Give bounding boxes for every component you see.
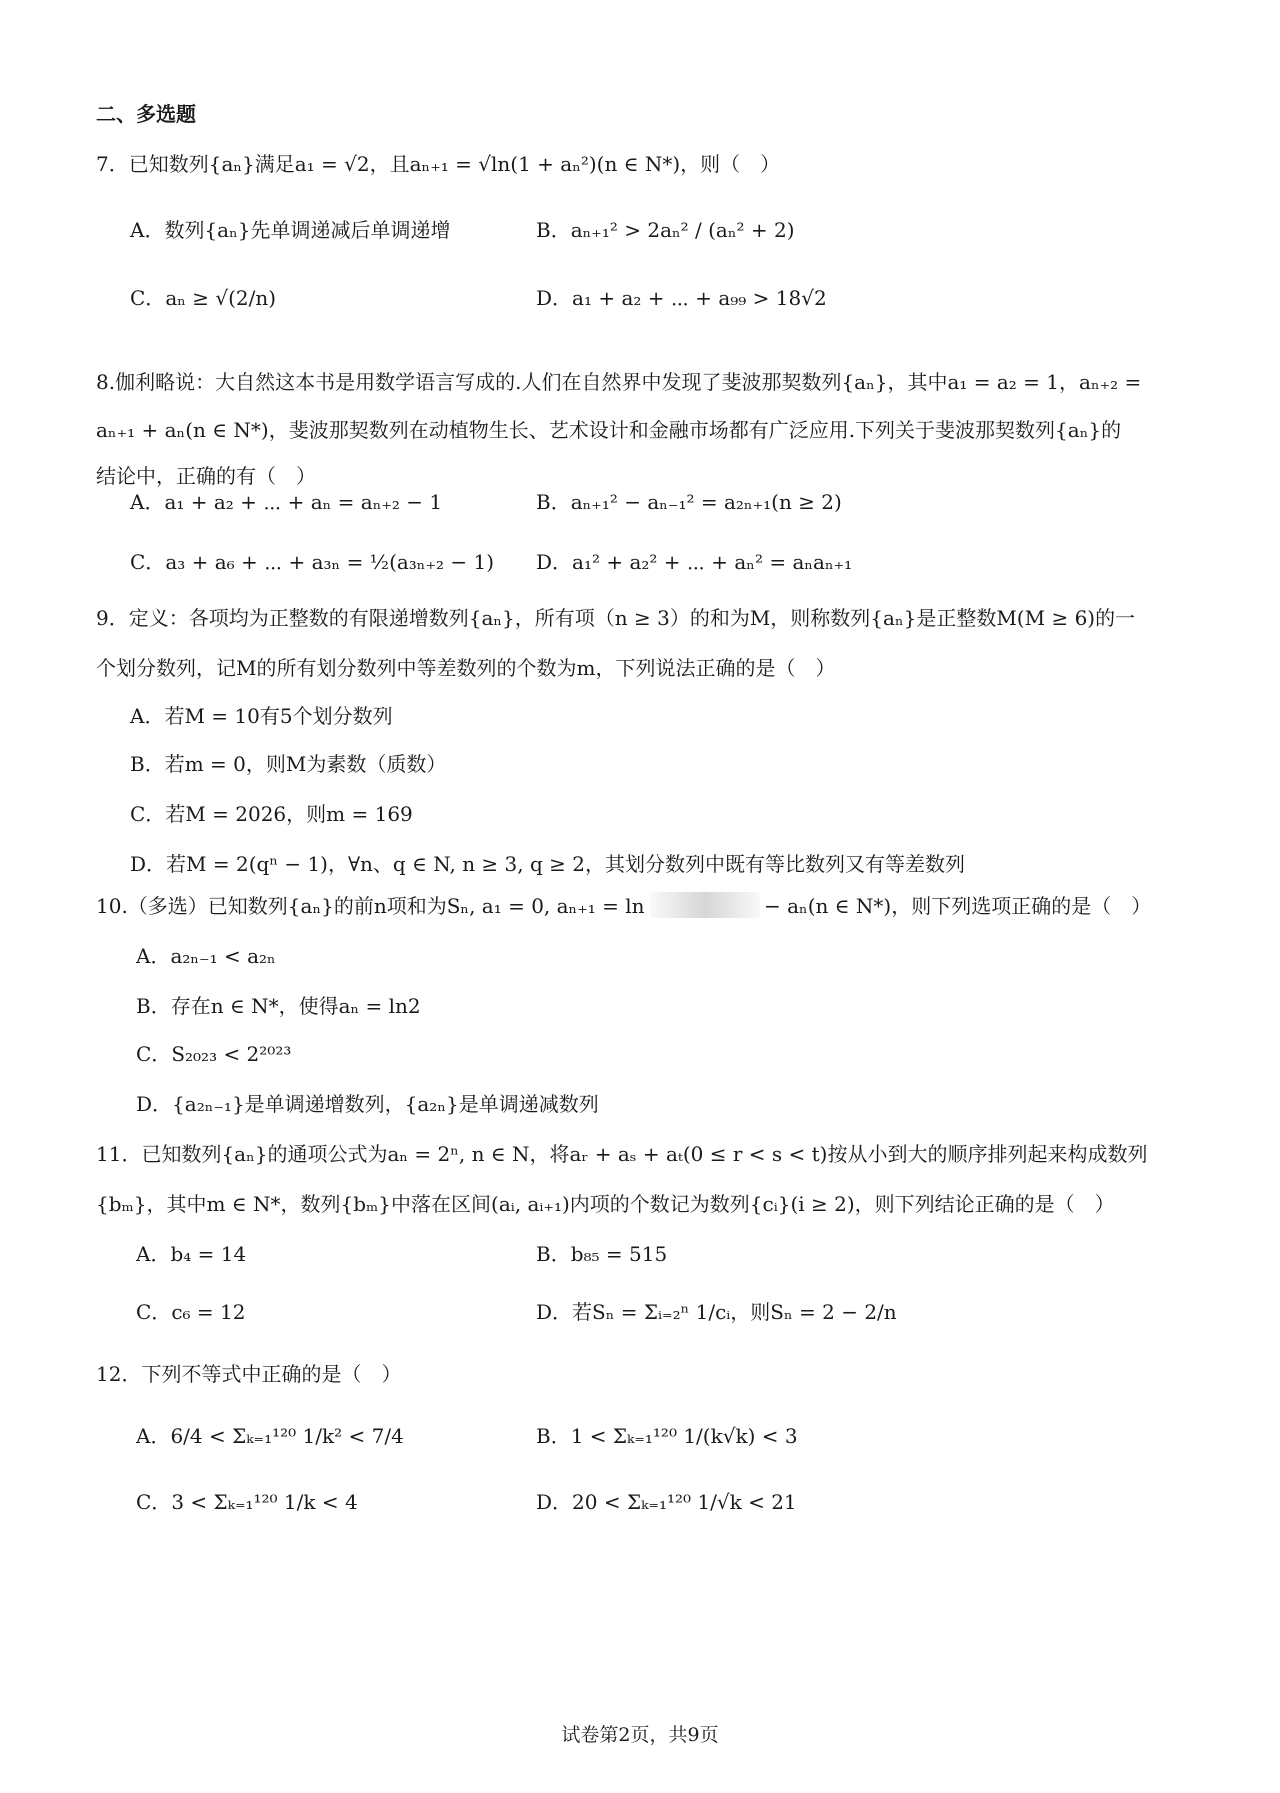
q8-option-b-label: B．	[536, 490, 571, 514]
q11-option-b-label: B．	[536, 1242, 571, 1266]
q11-option-c-text: c₆ = 12	[171, 1300, 246, 1324]
q7-option-b-label: B．	[536, 218, 571, 242]
q9-option-a-label: A．	[130, 704, 165, 728]
q8-option-d	[536, 548, 852, 576]
q9-option-b-label: B．	[130, 752, 165, 776]
q8-option-a-label: A．	[130, 490, 165, 514]
q7-option-a-label: A．	[130, 218, 165, 242]
q12-option-c-label: C．	[136, 1490, 172, 1514]
q7-option-b	[536, 216, 795, 244]
q12-option-d	[536, 1488, 797, 1516]
q11-option-a	[136, 1240, 246, 1268]
q7-option-a	[130, 216, 450, 244]
q10-option-c-text: S₂₀₂₃ < 2²⁰²³	[171, 1042, 292, 1066]
q8-option-a-text: a₁ + a₂ + ⋯ + aₙ = aₙ₊₂ − 1	[164, 490, 443, 514]
q9-option-c-text: 若M = 2026，则m = 169	[165, 802, 413, 826]
q7-option-d	[536, 284, 827, 312]
q12-option-a	[136, 1422, 404, 1450]
q10-option-d-label: D．	[136, 1092, 173, 1116]
q10-option-a	[136, 942, 276, 970]
q8-option-b-text: aₙ₊₁² − aₙ₋₁² = a₂ₙ₊₁(n ≥ 2)	[570, 490, 842, 514]
q10-option-b-label: B．	[136, 994, 171, 1018]
q10-option-b-text: 存在n ∈ N*，使得aₙ = ln2	[170, 994, 421, 1018]
q12-option-a-label: A．	[136, 1424, 171, 1448]
q10-option-a-text: a₂ₙ₋₁ < a₂ₙ	[170, 944, 276, 968]
q8-option-c-label: C．	[130, 550, 166, 574]
q7-option-a-text: 数列{aₙ}先单调递减后单调递增	[164, 218, 451, 242]
q8-option-c-text: a₃ + a₆ + ⋯ + a₃ₙ = ½(a₃ₙ₊₂ − 1)	[165, 550, 495, 574]
q9-option-a	[130, 702, 393, 730]
q9-option-b-text: 若m = 0，则M为素数（质数）	[164, 752, 447, 776]
q12-option-c	[136, 1488, 358, 1516]
page-footer: 试卷第2页，共9页	[561, 1724, 719, 1746]
q10-option-c	[136, 1040, 291, 1068]
q12-stem-line-1: 12．下列不等式中正确的是（ ）	[96, 1362, 402, 1386]
scan-smudge	[650, 892, 760, 918]
q10-stem-left: 10.（多选）已知数列{aₙ}的前n项和为Sₙ, a₁ = 0, aₙ₊₁ = ln	[96, 894, 645, 918]
q8-stem-line-2: aₙ₊₁ + aₙ(n ∈ N*)，斐波那契数列在动植物生长、艺术设计和金融市场都有广泛应用.下列关于斐波那契数列{aₙ}的	[96, 418, 1122, 442]
q12-option-d-label: D．	[536, 1490, 573, 1514]
q9-stem-line-1: 9．定义：各项均为正整数的有限递增数列{aₙ}，所有项（n ≥ 3）的和为M，则称数列{aₙ}是正整数M(M ≥ 6)的一	[96, 606, 1136, 630]
q9-option-b	[130, 750, 446, 778]
q9-option-d-label: D．	[130, 852, 167, 876]
q11-option-a-text: b₄ = 14	[170, 1242, 247, 1266]
q12-option-b-text: 1 < Σₖ₌₁¹²⁰ 1/(k√k) < 3	[570, 1424, 798, 1448]
q7-option-c	[130, 284, 276, 312]
q11-option-a-label: A．	[136, 1242, 171, 1266]
q10-option-d	[136, 1090, 599, 1118]
q9-option-c-label: C．	[130, 802, 166, 826]
q10-stem-right: − aₙ(n ∈ N*)，则下列选项正确的是（ ）	[764, 894, 1152, 918]
q11-option-b	[536, 1240, 667, 1268]
q9-option-a-text: 若M = 10有5个划分数列	[164, 704, 393, 728]
q11-option-b-text: b₈₅ = 515	[570, 1242, 668, 1266]
q11-stem-line-2: {bₘ}，其中m ∈ N*，数列{bₘ}中落在区间(aᵢ, aᵢ₊₁)内项的个数记为数列{cᵢ}(i ≥ 2)，则下列结论正确的是（ ）	[96, 1192, 1115, 1216]
q12-option-c-text: 3 < Σₖ₌₁¹²⁰ 1/k < 4	[171, 1490, 358, 1514]
q11-option-c	[136, 1298, 245, 1326]
q12-option-a-text: 6/4 < Σₖ₌₁¹²⁰ 1/k² < 7/4	[170, 1424, 404, 1448]
q7-stem-line-1: 7．已知数列{aₙ}满足a₁ = √2，且aₙ₊₁ = √ln(1 + aₙ²)(n ∈ N*)，则（ ）	[96, 152, 781, 176]
q9-option-c	[130, 800, 413, 828]
q8-option-d-text: a₁² + a₂² + ⋯ + aₙ² = aₙaₙ₊₁	[572, 550, 853, 574]
q10-option-b	[136, 992, 421, 1020]
q9-option-d-text: 若M = 2(qⁿ − 1)，∀n、q ∈ N, n ≥ 3, q ≥ 2，其划分数列中既有等比数列又有等差数列	[166, 852, 965, 876]
q7-option-c-text: aₙ ≥ √(2/n)	[165, 286, 277, 310]
q8-stem-line-3: 结论中，正确的有（ ）	[96, 464, 316, 488]
q11-option-c-label: C．	[136, 1300, 172, 1324]
q10-option-a-label: A．	[136, 944, 171, 968]
q8-option-b	[536, 488, 842, 516]
q12-option-b-label: B．	[536, 1424, 571, 1448]
q11-option-d-text: 若Sₙ = Σᵢ₌₂ⁿ 1/cᵢ，则Sₙ = 2 − 2/n	[572, 1300, 897, 1324]
q7-option-d-text: a₁ + a₂ + ⋯ + a₉₉ > 18√2	[572, 286, 827, 310]
q7-option-b-text: aₙ₊₁² > 2aₙ² / (aₙ² + 2)	[570, 218, 795, 242]
q8-option-d-label: D．	[536, 550, 573, 574]
q10-option-d-text: {a₂ₙ₋₁}是单调递增数列，{a₂ₙ}是单调递减数列	[172, 1092, 599, 1116]
q11-option-d	[536, 1298, 897, 1326]
q12-option-b	[536, 1422, 798, 1450]
q7-option-c-label: C．	[130, 286, 166, 310]
q12-option-d-text: 20 < Σₖ₌₁¹²⁰ 1/√k < 21	[572, 1490, 797, 1514]
section-title: 二、多选题	[96, 102, 196, 126]
q11-option-d-label: D．	[536, 1300, 573, 1324]
q9-option-d	[130, 850, 965, 878]
q9-stem-line-2: 个划分数列，记M的所有划分数列中等差数列的个数为m，下列说法正确的是（ ）	[96, 656, 836, 680]
q11-stem-line-1: 11．已知数列{aₙ}的通项公式为aₙ = 2ⁿ, n ∈ N，将aᵣ + aₛ + aₜ(0 ≤ r < s < t)按从小到大的顺序排列起来构成数列	[96, 1142, 1148, 1166]
q8-option-c	[130, 548, 494, 576]
q7-option-d-label: D．	[536, 286, 573, 310]
q10-option-c-label: C．	[136, 1042, 172, 1066]
q8-stem-line-1: 8.伽利略说：大自然这本书是用数学语言写成的.人们在自然界中发现了斐波那契数列{aₙ}，其中a₁ = a₂ = 1，aₙ₊₂ =	[96, 370, 1142, 394]
q8-option-a	[130, 488, 442, 516]
